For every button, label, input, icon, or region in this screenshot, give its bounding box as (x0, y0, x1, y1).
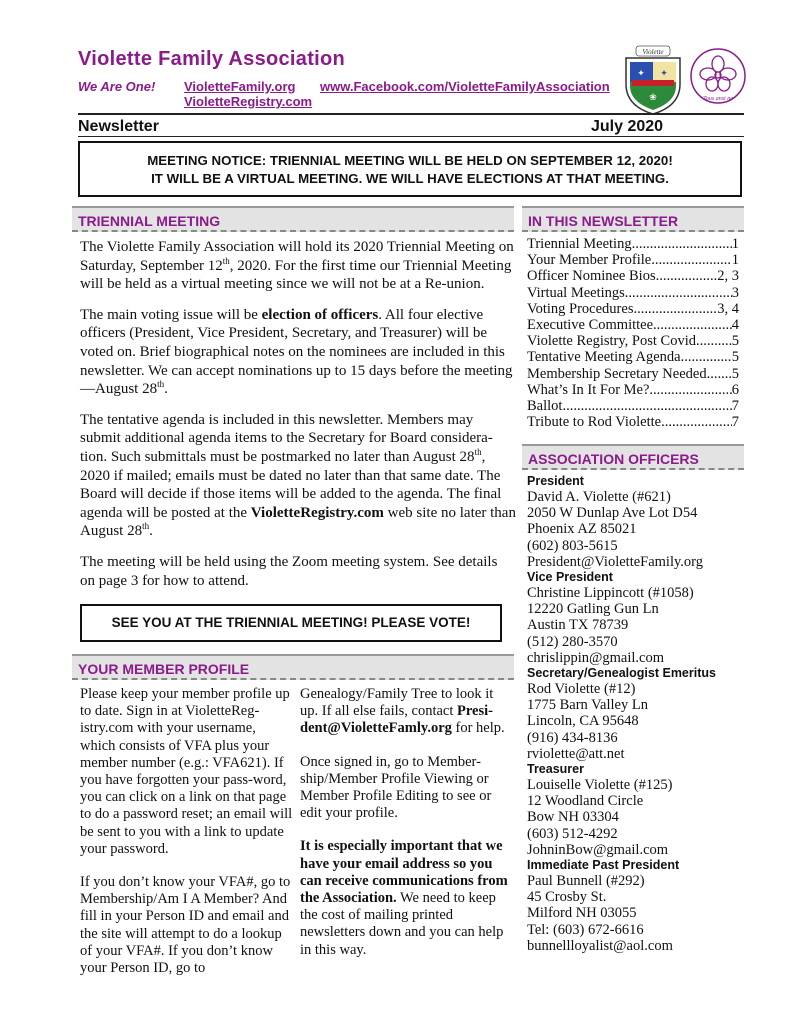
toc-item-title: Voting Procedures (527, 300, 634, 317)
triennial-meeting-article (80, 238, 516, 602)
violet-seal-logo (688, 44, 748, 108)
toc-item-page: 5 (731, 333, 739, 350)
toc-item (527, 268, 739, 284)
profile-paragraph-1: Please keep your member profile up to date. Sign in at VioletteReg-istry.com with your username, which consists of VFA plus your member number (e.g.: VFA621). If you have forgotten your pass-word, you can click on a link on that page to do a password reset; an email will be sent to you with a link to update your password. (80, 686, 293, 857)
newsletter-label: Newsletter (78, 118, 159, 135)
officer-detail-line: 45 Crosby St. (527, 889, 607, 906)
toc-item-page: 7 (731, 398, 739, 415)
officer-block (527, 570, 742, 666)
issue-date: July 2020 (591, 118, 664, 135)
officer-detail-line: chrislippin@gmail.com (527, 649, 664, 666)
toc-leader-dots (632, 236, 732, 252)
toc-item-title: Virtual Meetings (527, 284, 625, 301)
toc-leader-dots (651, 252, 732, 268)
triennial-paragraph-4: The meeting will be held using the Zoom meeting system. See details on page 3 for how to attend. (80, 553, 498, 589)
officer-detail-line: JohninBow@gmail.com (527, 841, 669, 858)
triennial-paragraph-2: The main voting issue will be election of officers. All four elective officers (President, Vice President, Secretary, and Treasurer) will be voted on. Brief biographical notes on the nominees are included in this newsletter. We can accept nominations up to 15 days before the meeting—August 28th. (80, 306, 513, 398)
toc-item (527, 366, 739, 382)
toc-leader-dots (653, 317, 732, 333)
toc-item (527, 317, 739, 333)
toc-item-title: Tentative Meeting Agenda (527, 349, 681, 366)
toc-item-page: 5 (731, 365, 739, 382)
toc-item (527, 333, 739, 349)
toc-leader-dots (661, 414, 732, 430)
svg-text:Tous ansi ne: Tous ansi ne (703, 96, 733, 102)
toc-leader-dots (649, 382, 731, 398)
meeting-notice-box (78, 141, 742, 197)
officer-block (527, 762, 742, 858)
toc-list (527, 236, 739, 430)
toc-item-title: Violette Registry, Post Covid (527, 333, 696, 350)
header-rule (78, 113, 744, 115)
officer-detail-line: Milford NH 03055 (527, 905, 637, 922)
toc-item-title: Tribute to Rod Violette (527, 414, 662, 431)
toc-item (527, 285, 739, 301)
toc-item (527, 414, 739, 430)
see-you-box: SEE YOU AT THE TRIENNIAL MEETING! PLEASE VOTE! (80, 604, 502, 642)
link-violetteregistry[interactable]: VioletteRegistry.com (184, 94, 313, 109)
officer-detail-line: (602) 803-5615 (527, 537, 618, 554)
officer-detail-line: Austin TX 78739 (527, 617, 629, 634)
toc-item (527, 252, 739, 268)
toc-item (527, 301, 739, 317)
toc-item-title: Executive Committee (527, 317, 654, 334)
officer-detail-line: bunnellloyalist@aol.com (527, 937, 673, 954)
toc-item-page: 7 (731, 414, 739, 431)
toc-item-page: 5 (731, 349, 739, 366)
triennial-paragraph-1: The Violette Family Association will hold its 2020 Triennial Meeting on Saturday, September 12th, 2020. For the first time our Triennial Meeting will be held as a virtual meeting since we will not be at a Re-union. (80, 239, 514, 293)
toc-leader-dots (707, 366, 732, 382)
notice-line-1: MEETING NOTICE: TRIENNIAL MEETING WILL BE HELD ON SEPTEMBER 12, 2020! (147, 153, 673, 168)
toc-item-page: 1 (731, 236, 739, 252)
officer-role: Vice President (527, 570, 613, 585)
toc-item-page: 3, 4 (717, 300, 739, 317)
toc-leader-dots (562, 398, 731, 414)
toc-leader-dots (625, 285, 732, 301)
toc-heading: IN THIS NEWSLETTER (522, 206, 744, 232)
officer-detail-line: rviolette@att.net (527, 745, 625, 762)
toc-item (527, 349, 739, 365)
officer-detail-line: Louiselle Violette (#125) (527, 777, 673, 794)
officer-detail-line: (512) 280-3570 (527, 633, 618, 650)
officer-detail-line: Lincoln, CA 95648 (527, 713, 639, 730)
notice-line-2: IT WILL BE A VIRTUAL MEETING. WE WILL HAVE ELECTIONS AT THAT MEETING. (151, 171, 669, 186)
officer-detail-line: 12220 Gatling Gun Ln (527, 601, 659, 618)
officer-role: Treasurer (527, 762, 584, 777)
officer-block (527, 666, 742, 762)
officer-detail-line: Christine Lippincott (#1058) (527, 585, 694, 602)
triennial-meeting-heading: TRIENNIAL MEETING (72, 206, 514, 232)
officer-block (527, 474, 742, 570)
toc-item-page: 3 (731, 284, 739, 301)
officer-detail-line: President@VioletteFamily.org (527, 553, 703, 570)
member-profile-column-1 (80, 686, 294, 993)
officers-list (527, 474, 742, 954)
toc-item-title: Triennial Meeting (527, 236, 632, 252)
officer-detail-line: 12 Woodland Circle (527, 793, 644, 810)
toc-leader-dots (696, 333, 732, 349)
motto: We Are One! (78, 79, 156, 94)
toc-item-title: What’s In It For Me? (527, 381, 650, 398)
toc-item-title: Membership Secretary Needed (527, 365, 707, 382)
profile-paragraph-4: Once signed in, go to Member-ship/Member Profile Viewing or Member Profile Editing to see or edit your profile. (300, 753, 492, 822)
svg-text:Violette: Violette (642, 48, 664, 56)
officer-detail-line: (916) 434-8136 (527, 729, 618, 746)
toc-item-page: 6 (731, 381, 739, 398)
officers-heading: ASSOCIATION OFFICERS (522, 444, 744, 470)
officer-role: President (527, 474, 584, 488)
triennial-paragraph-3: The tentative agenda is included in this newsletter. Members may submit additional agenda items to the Secretary for Board considera-tion. Such submittals must be postmarked no later than August 28th, 2020 if mailed; emails must be dated no later than that same date. The Board will decide if those items will be added to the agenda. The final agenda will be posted at the VioletteRegistry.com web site no later than August 28th. (80, 411, 516, 540)
svg-text:✦: ✦ (660, 68, 668, 78)
officer-detail-line: (603) 512-4292 (527, 825, 618, 842)
family-crest-logo (622, 44, 684, 116)
toc-item-page: 1 (731, 252, 739, 269)
officer-detail-line: Rod Violette (#12) (527, 681, 636, 698)
profile-paragraph-2: If you don’t know your VFA#, go to Membership/Am I A Member? And fill in your Person ID and email and the site will attempt to do a lookup of your VFA#. If you don’t know your Person ID, go to (80, 874, 291, 977)
officer-detail-line: David A. Violette (#621) (527, 489, 671, 505)
toc-item-page: 2, 3 (717, 268, 739, 285)
officer-detail-line: 1775 Barn Valley Ln (527, 697, 648, 714)
header-rule-bottom (78, 136, 744, 137)
toc-item (527, 398, 739, 414)
org-title: Violette Family Association (78, 48, 346, 70)
member-profile-heading: YOUR MEMBER PROFILE (72, 654, 514, 680)
officer-block (527, 858, 742, 954)
toc-item (527, 382, 739, 398)
svg-text:❀: ❀ (649, 92, 657, 102)
officer-detail-line: Bow NH 03304 (527, 809, 619, 826)
toc-leader-dots (633, 301, 717, 317)
link-violettefamily[interactable]: VioletteFamily.org (184, 79, 296, 94)
svg-text:✦: ✦ (637, 68, 645, 78)
officer-role: Secretary/Genealogist Emeritus (527, 666, 716, 681)
toc-item-title: Ballot (527, 398, 563, 415)
toc-item-page: 4 (731, 317, 739, 334)
toc-leader-dots (681, 349, 732, 365)
toc-item-title: Your Member Profile (527, 252, 652, 269)
officer-detail-line: Paul Bunnell (#292) (527, 873, 645, 890)
officer-detail-line: 2050 W Dunlap Ave Lot D54 (527, 505, 698, 522)
profile-paragraph-5: It is especially important that we have your email address so you can receive communications from the Association. We need to keep the cost of mailing printed newsletters down and you can help in this way. (300, 838, 508, 958)
profile-paragraph-3: Genealogy/Family Tree to look it up. If all else fails, contact Presi-dent@VioletteFamly.org for help. (300, 686, 505, 737)
officer-detail-line: Phoenix AZ 85021 (527, 521, 637, 538)
toc-item-title: Officer Nominee Bios (527, 268, 656, 285)
member-profile-column-2 (300, 686, 514, 975)
officer-detail-line: Tel: (603) 672-6616 (527, 921, 644, 938)
link-facebook[interactable]: www.Facebook.com/VioletteFamilyAssociation (320, 79, 610, 94)
officer-role: Immediate Past President (527, 858, 680, 873)
toc-item (527, 236, 739, 252)
toc-leader-dots (656, 268, 718, 284)
